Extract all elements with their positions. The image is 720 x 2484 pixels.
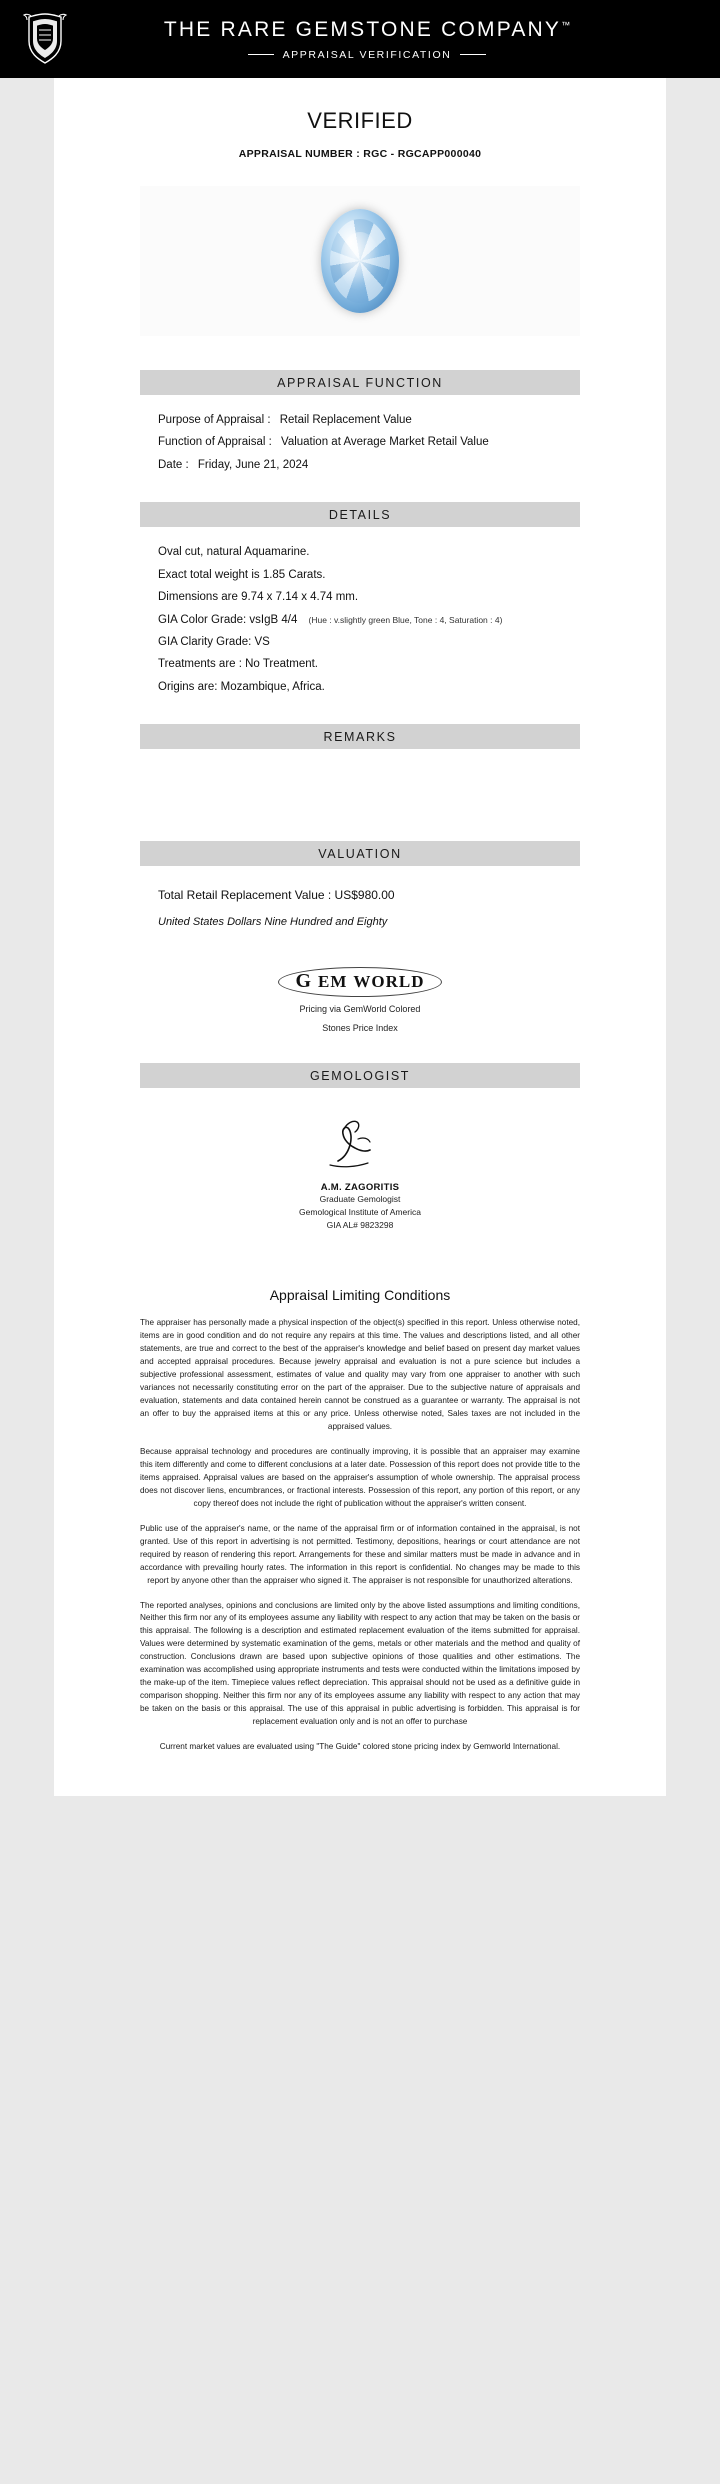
detail-line: Oval cut, natural Aquamarine. xyxy=(158,546,310,559)
detail-line: Origins are: Mozambique, Africa. xyxy=(158,680,325,693)
gemworld-logo-text xyxy=(295,970,424,993)
remarks-body xyxy=(140,749,580,841)
limiting-conditions-paragraph: Public use of the appraiser's name, or the name of the appraisal firm or of information contained in the appraisal, is not granted. Use of this report in advertising is not permitted. Testimony, depositions, hearings or court attendance are not required by reason of rendering this report. Arrangements for these and similar matters must be made in advance and in accordance with prevailing hourly rates. The information in this report is confidential. No changes may be made to this report by anyone other than the appraiser who signed it. The appraiser is not responsible for unauthorized alterations. xyxy=(140,1523,580,1585)
aquamarine-gem-icon xyxy=(321,209,399,313)
detail-line: Dimensions are 9.74 x 7.14 x 4.74 mm. xyxy=(158,591,359,604)
detail-line: Exact total weight is 1.85 Carats. xyxy=(158,568,326,581)
verified-heading: VERIFIED xyxy=(307,108,413,133)
color-grade-text: GIA Color Grade: vsIgB 4/4 xyxy=(158,613,298,626)
rule-left xyxy=(248,54,274,55)
function-label: Function of Appraisal : xyxy=(158,436,272,449)
valuation-total-label: Total Retail Replacement Value : xyxy=(158,888,332,903)
gemologist-block xyxy=(140,1088,580,1231)
brand-title-text: THE RARE GEMSTONE COMPANY xyxy=(163,17,562,41)
limiting-conditions-paragraph: The reported analyses, opinions and conclusions are limited only by the above listed assumptions and limiting conditions, Neither this firm nor any of its employees assume any liability with respect to any action that may be taken on the basis or this appraisal. The following is a description and estimated replacement evaluation of the items submitted for appraisal. Values were determined by systematic examination of the gems, metals or other materials and the method and quality of construction. Conclusions drawn are based upon subjective opinions of those qualities and other estimations. The examination was accomplished using appropriate instruments and tests were conducted within the limitations imposed by the make-up of the item. Timepiece values reflect depreciation. This appraisal should not be used as a definitive guide in comparison shopping. Neither this firm nor any of its employees assume any liability with respect to any action that may be taken on the basis or this appraisal. The use of this appraisal in public advertising is forbidden. This appraisal is for replacement evaluation only and is not an offer to purchase xyxy=(140,1600,580,1727)
gemworld-logo-initial: G xyxy=(295,970,313,993)
function-value: Valuation at Average Market Retail Value xyxy=(281,436,489,449)
gemworld-logo-word-2: WORLD xyxy=(353,971,425,991)
detail-line-color xyxy=(158,609,562,631)
pricing-source xyxy=(140,967,580,1035)
limiting-conditions-paragraph: The appraiser has personally made a physical inspection of the object(s) specified in this report. Unless otherwise noted, items are in good condition and do not require any repairs at this time. The values and descriptions listed, and all other statements, are true and correct to the best of the appraiser's knowledge and belief based on present day market values and accepted appraisal procedures. Because jewelry appraisal and evaluation is not a pure science but includes a subjective professional assessment, estimates of value and quality may vary from one appraiser to another with such variances not necessarily constituting error on the part of the appraiser. Due to the subjective nature of appraisals and evaluation, statements and data contained herein cannot be construed as a guarantee or warranty. The appraisal is not an offer to buy the appraised items at this or any price. Unless otherwise noted, Sales taxes are not included in the appraised values. xyxy=(140,1318,580,1432)
gemworld-logo-word-1: EM xyxy=(318,971,348,991)
valuation-block xyxy=(140,866,580,937)
gemologist-name: A.M. ZAGORITIS xyxy=(320,1182,400,1194)
appraisal-function-row xyxy=(158,431,562,453)
limiting-conditions-body xyxy=(140,1317,580,1754)
section-title-remarks: REMARKS xyxy=(140,724,580,749)
document-header xyxy=(0,0,720,78)
detail-line: Treatments are : No Treatment. xyxy=(158,658,318,671)
section-title-details: DETAILS xyxy=(140,502,580,527)
gemologist-institute: Gemological Institute of America xyxy=(299,1206,421,1217)
gemworld-logo xyxy=(278,967,441,997)
purpose-value: Retail Replacement Value xyxy=(279,414,412,426)
details-block xyxy=(140,527,580,702)
limiting-conditions-title: Appraisal Limiting Conditions xyxy=(269,1287,451,1304)
color-grade-note: (Hue : v.slightly green Blue, Tone : 4, Saturation : 4) xyxy=(308,614,503,625)
date-label: Date : xyxy=(158,458,189,471)
header-subtitle-text: APPRAISAL VERIFICATION xyxy=(282,48,452,61)
valuation-words: United States Dollars Nine Hundred and Eighty xyxy=(158,915,388,928)
brand-title xyxy=(72,18,662,42)
appraisal-function-row xyxy=(158,454,562,476)
gemologist-title: Graduate Gemologist xyxy=(319,1194,401,1205)
appraisal-number: APPRAISAL NUMBER : RGC - RGCAPP000040 xyxy=(238,148,482,160)
rule-right xyxy=(460,54,486,55)
handwritten-signature-icon xyxy=(140,1114,580,1176)
valuation-total-row xyxy=(158,880,562,907)
purpose-label: Purpose of Appraisal : xyxy=(158,414,271,426)
gemologist-membership: GIA AL# 9823298 xyxy=(326,1219,394,1230)
section-title-appraisal-function: APPRAISAL FUNCTION xyxy=(140,370,580,395)
gemstone-photo xyxy=(140,186,580,336)
limiting-conditions-footer: Current market values are evaluated using "The Guide" colored stone pricing index by Gemworld International. xyxy=(159,1742,561,1752)
heraldic-crest-icon xyxy=(18,8,72,70)
header-title-group xyxy=(72,18,702,61)
header-subtitle xyxy=(72,49,662,61)
limiting-conditions-paragraph: Because appraisal technology and procedures are continually improving, it is possible that an appraiser may examine this item differently and come to different conclusions at a later date. Possession of this report does not provide title to the items appraised. Appraisal values are based on the appraiser's assumption of whole ownership. The appraisal process does not discover liens, encumbrances, or fractional interests. Possession of this report, any portion of this report, or any copy thereof does not include the right of publication without the appraiser's written consent. xyxy=(140,1446,580,1508)
appraisal-function-row xyxy=(158,409,562,431)
appraisal-function-block xyxy=(140,395,580,480)
valuation-total-value: US$980.00 xyxy=(334,888,395,903)
pricing-caption-line-1: Pricing via GemWorld Colored xyxy=(299,1004,421,1015)
pricing-caption-line-2: Stones Price Index xyxy=(322,1023,398,1034)
detail-line: GIA Clarity Grade: VS xyxy=(158,635,270,648)
document-sheet xyxy=(54,78,666,1796)
date-value: Friday, June 21, 2024 xyxy=(197,458,309,471)
trademark-mark: ™ xyxy=(561,19,571,30)
section-title-valuation: VALUATION xyxy=(140,841,580,866)
section-title-gemologist: GEMOLOGIST xyxy=(140,1063,580,1088)
